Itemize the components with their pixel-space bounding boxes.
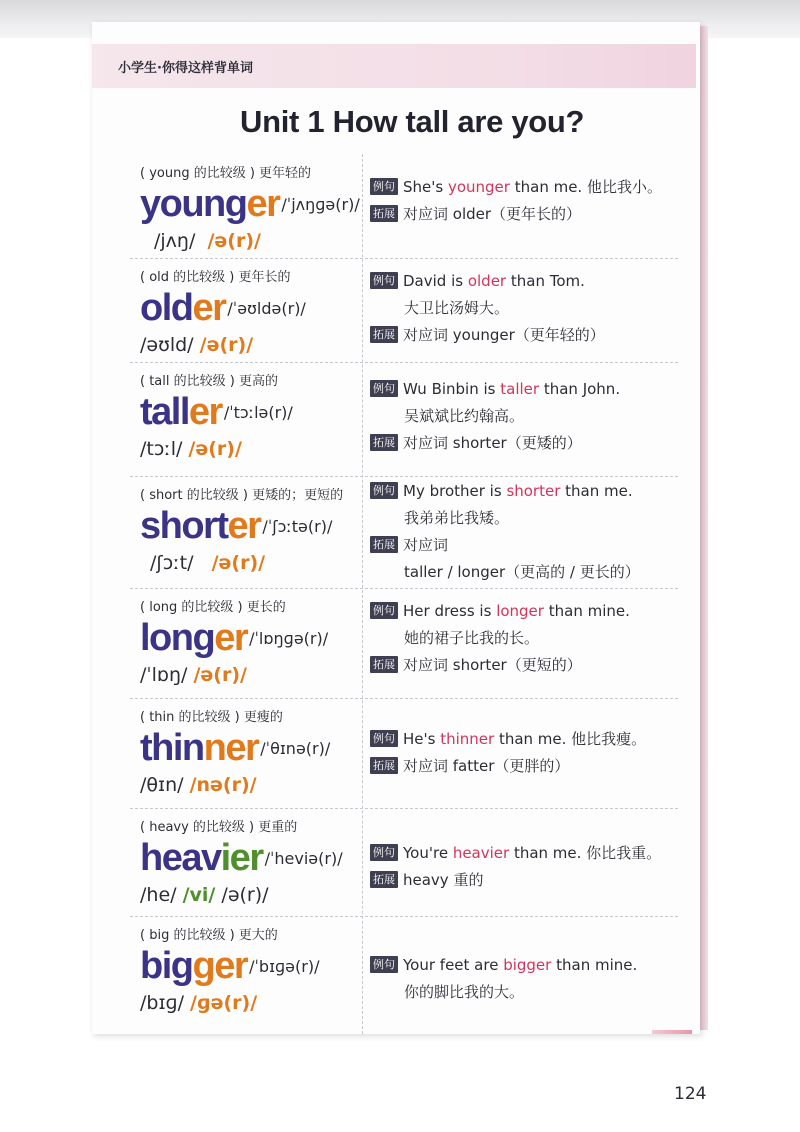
headword: longer [140, 617, 248, 659]
vocab-entry-heavier [130, 810, 678, 917]
extension: 拓展 对应词 older（更年长的） [370, 201, 676, 228]
phonics-split: /tɔːl/ /ə(r)/ [140, 438, 242, 460]
word-column [140, 162, 362, 252]
example-translation: 她的裙子比我的长。 [404, 629, 540, 647]
phonics-split: /ʃɔːt/ /ə(r)/ [150, 552, 266, 574]
example-sentence: 例句 David is older than Tom. [370, 268, 676, 295]
headword: thinner [140, 727, 259, 769]
word-gloss: ( heavy 的比较级 ) 更重的 [140, 820, 298, 835]
phonetic: /ˈjʌŋɡə(r)/ [281, 195, 360, 214]
word-suffix: er [246, 183, 280, 225]
example-column [370, 840, 676, 894]
word-column [140, 596, 362, 686]
example-translation: 吴斌斌比约翰高。 [404, 407, 525, 425]
word-gloss: ( big 的比较级 ) 更大的 [140, 928, 278, 943]
headword: heavier [140, 837, 263, 879]
example-column [370, 726, 676, 780]
example-column [370, 376, 676, 457]
extension: 拓展 对应词 shorter（更短的） [370, 652, 676, 679]
vocab-entry-longer [130, 590, 678, 699]
phonics-split: /he/ /vi/ /ə(r)/ [140, 884, 269, 906]
word-column [140, 370, 362, 460]
phonetic: /ˈheviə(r)/ [264, 849, 343, 868]
extension-continued: taller / longer（更高的 / 更长的） [404, 563, 640, 581]
extension: 拓展 对应词 fatter（更胖的） [370, 753, 676, 780]
vocab-entry-taller [130, 364, 678, 477]
example-column [370, 268, 676, 349]
phonics-split: /bɪɡ/ /ɡə(r)/ [140, 992, 258, 1014]
extension: 拓展 对应词 younger（更年轻的） [370, 322, 676, 349]
extension: 拓展 heavy 重的 [370, 867, 676, 894]
word-gloss: ( short 的比较级 ) 更矮的；更短的 [140, 488, 344, 503]
word-gloss: ( old 的比较级 ) 更年长的 [140, 270, 291, 285]
word-gloss: ( thin 的比较级 ) 更瘦的 [140, 710, 283, 725]
phonetic: /ˈbɪɡə(r)/ [249, 957, 320, 976]
phonics-split: /ˈlɒŋ/ /ə(r)/ [140, 664, 247, 686]
headword: bigger [140, 945, 248, 987]
phonetic: /ˈʃɔːtə(r)/ [262, 517, 333, 536]
example-column [370, 174, 676, 228]
word-gloss: ( young 的比较级 ) 更年轻的 [140, 166, 312, 181]
word-gloss: ( tall 的比较级 ) 更高的 [140, 374, 278, 389]
example-sentence: 例句 Your feet are bigger than mine. [370, 952, 676, 979]
example-translation: 你的脚比我的大。 [404, 983, 525, 1001]
headword: shorter [140, 505, 261, 547]
vocab-entry-older [130, 260, 678, 363]
example-sentence: 例句 Her dress is longer than mine. [370, 598, 676, 625]
extension: 拓展 对应词 [370, 532, 676, 559]
headword: older [140, 287, 226, 329]
vocab-entry-shorter [130, 478, 678, 589]
example-column [370, 952, 676, 1006]
unit-title: Unit 1 How tall are you? [240, 104, 585, 139]
page-corner-mark [652, 1030, 692, 1034]
vocab-entry-younger [130, 156, 678, 259]
example-sentence: 例句 My brother is shorter than me. [370, 478, 676, 505]
word-column [140, 484, 362, 574]
phonics-split: /θɪn/ /nə(r)/ [140, 774, 257, 796]
extension: 拓展 对应词 shorter（更矮的） [370, 430, 676, 457]
word-column [140, 266, 362, 356]
phonetic: /ˈlɒŋɡə(r)/ [249, 629, 329, 648]
headword [140, 183, 279, 225]
headword: taller [140, 391, 222, 433]
word-gloss: ( long 的比较级 ) 更长的 [140, 600, 286, 615]
vocab-entry-bigger [130, 918, 678, 1026]
example-translation: 大卫比汤姆大。 [404, 299, 510, 317]
phonetic: /ˈəʊldə(r)/ [227, 299, 306, 318]
phonetic: /ˈθɪnə(r)/ [260, 739, 331, 758]
word-column [140, 816, 362, 906]
example-translation: 我弟弟比我矮。 [404, 509, 510, 527]
phonics-split: /jʌŋ/ /ə(r)/ [154, 230, 261, 252]
example-column [370, 598, 676, 679]
example-sentence: 例句 She's younger than me. 他比我小。 [370, 174, 676, 201]
example-sentence: 例句 You're heavier than me. 你比我重。 [370, 840, 676, 867]
example-sentence: 例句 Wu Binbin is taller than John. [370, 376, 676, 403]
word-stem: young [140, 183, 247, 225]
word-column [140, 924, 362, 1014]
phonetic: /ˈtɔːlə(r)/ [223, 403, 293, 422]
phonics-split: /əʊld/ /ə(r)/ [140, 334, 254, 356]
vocab-entry-thinner [130, 700, 678, 809]
page-number: 124 [674, 1084, 707, 1104]
word-column [140, 706, 362, 796]
series-title: 小学生·你得这样背单词 [118, 61, 253, 76]
example-column [370, 478, 676, 586]
example-sentence: 例句 He's thinner than me. 他比我瘦。 [370, 726, 676, 753]
